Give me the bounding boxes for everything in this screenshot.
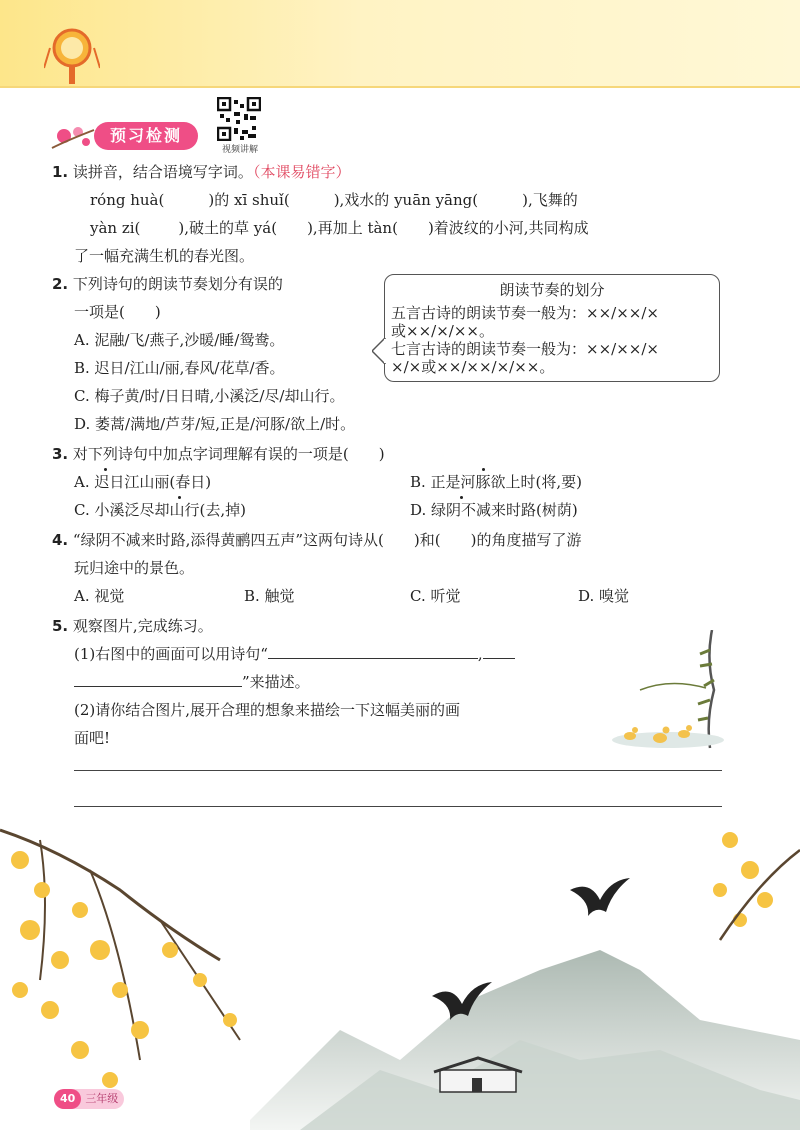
q4-option-b[interactable]: B. 触觉 — [244, 587, 295, 605]
note-line-3: 七言古诗的朗读节奏一般为：××/××/× — [391, 340, 659, 358]
note-line-2: 或××/×/××。 — [391, 322, 494, 340]
q2-text: 下列诗句的朗读节奏划分有误的 — [72, 275, 283, 293]
q1-line-1 — [90, 190, 578, 210]
page-number: 40 — [54, 1089, 81, 1109]
q4-number: 4. — [52, 531, 69, 549]
rhythm-note-box — [384, 274, 720, 382]
q2-stem — [52, 274, 283, 294]
landscape-illustration — [0, 820, 800, 1130]
pond-illustration — [610, 630, 726, 750]
q1-stem — [52, 162, 350, 182]
q5-stem — [52, 616, 213, 636]
q4-option-c[interactable]: C. 听觉 — [410, 587, 461, 605]
q1-line-2 — [90, 218, 589, 238]
q2-text-2: 一项是( — [74, 303, 125, 321]
grade-label: 三年级 — [85, 1092, 119, 1105]
q2-number: 2. — [52, 275, 69, 293]
q1-text: 读拼音，结合语境写字词。 — [72, 163, 253, 181]
q1-line-3: 了一幅充满生机的春光图。 — [74, 247, 255, 265]
note-title: 朗读节奏的划分 — [499, 281, 605, 299]
q5-part-1-text: (1)右图中的画面可以用诗句“ — [74, 645, 268, 663]
q2-paren-close: ) — [154, 303, 161, 321]
q3-text: 对下列诗句中加点字词理解有误的一项是( — [72, 445, 349, 463]
q5-part-2-cont: 面吧! — [74, 729, 111, 747]
note-line-4: ×/×或××/××/×/××。 — [391, 358, 555, 376]
q3-option-b[interactable]: B. 正是河豚欲上时(将,要) — [410, 473, 583, 491]
note-pointer — [372, 338, 386, 364]
note-line-1: 五言古诗的朗读节奏一般为：××/××/× — [391, 304, 659, 322]
writing-line-1[interactable] — [74, 770, 722, 771]
page-footer — [54, 1089, 124, 1109]
poem-blank-3[interactable] — [74, 672, 242, 687]
emphasis-dot — [178, 496, 181, 499]
q5-part-2: (2)请你结合图片,展开合理的想象来描绘一下这幅美丽的画 — [74, 701, 461, 719]
q4-stem-2: 玩归途中的景色。 — [74, 559, 195, 577]
q3-option-d[interactable]: D. 绿阴不减来时路(树荫) — [410, 501, 578, 519]
top-banner — [0, 0, 800, 88]
q5-comma: , — [477, 645, 483, 663]
q5-part-1-end: ”来描述。 — [242, 673, 310, 691]
q3-paren-close: ) — [378, 445, 385, 463]
q4-text-end: )的角度描写了游 — [470, 531, 582, 549]
q2-option-b[interactable]: B. 迟日/江山/丽,春风/花草/香。 — [74, 359, 285, 377]
q2-stem-2 — [74, 302, 161, 322]
q1-line-1-end: ),飞舞的 — [522, 191, 578, 209]
q5-number: 5. — [52, 617, 69, 635]
q3-option-c[interactable]: C. 小溪泛尽却山行(去,掉) — [74, 501, 246, 519]
lantern-icon — [44, 26, 100, 86]
section-title: 预习检测 — [94, 122, 198, 150]
q1-hint: （本课易错字） — [252, 163, 351, 181]
pinyin-ya: ),破土的草 yá( — [178, 219, 278, 237]
poem-blank-1[interactable] — [268, 644, 478, 659]
pinyin-ronghua: róng huà( — [90, 191, 165, 209]
writing-line-2[interactable] — [74, 806, 722, 807]
q2-option-d[interactable]: D. 萎蒿/满地/芦芽/短,正是/河豚/欲上/时。 — [74, 415, 356, 433]
q5-text: 观察图片,完成练习。 — [72, 617, 213, 635]
pinyin-xishui: )的 xī shuǐ( — [208, 191, 290, 209]
q4-option-d[interactable]: D. 嗅觉 — [578, 587, 630, 605]
q2-option-a[interactable]: A. 泥融/飞/燕子,沙暖/睡/鸳鸯。 — [74, 331, 285, 349]
section-header — [50, 122, 200, 152]
pinyin-tan: ),再加上 tàn( — [307, 219, 398, 237]
q5-part-1 — [74, 644, 515, 664]
q4-text-mid: )和( — [413, 531, 441, 549]
q3-stem — [52, 444, 385, 464]
emphasis-dot — [482, 468, 485, 471]
poem-blank-2[interactable] — [483, 644, 515, 659]
q4-option-a[interactable]: A. 视觉 — [74, 587, 125, 605]
emphasis-dot — [104, 468, 107, 471]
q1-line-2-end: )着波纹的小河,共同构成 — [427, 219, 589, 237]
emphasis-dot — [460, 496, 463, 499]
q5-part-1-cont — [74, 672, 310, 692]
q3-number: 3. — [52, 445, 69, 463]
blossom-icon — [50, 122, 96, 152]
q1-number: 1. — [52, 163, 69, 181]
qr-code-icon[interactable] — [217, 97, 261, 141]
q4-stem — [52, 530, 581, 550]
q2-option-c[interactable]: C. 梅子黄/时/日日晴,小溪泛/尽/却山行。 — [74, 387, 345, 405]
qr-caption: 视频讲解 — [221, 145, 258, 155]
pinyin-yanzi: yàn zi( — [90, 219, 141, 237]
q3-option-a[interactable]: A. 迟日江山丽(春日) — [74, 473, 212, 491]
pinyin-yuanyang: ),戏水的 yuān yāng( — [333, 191, 479, 209]
q4-text: “绿阴不减来时路,添得黄鹂四五声”这两句诗从( — [72, 531, 384, 549]
